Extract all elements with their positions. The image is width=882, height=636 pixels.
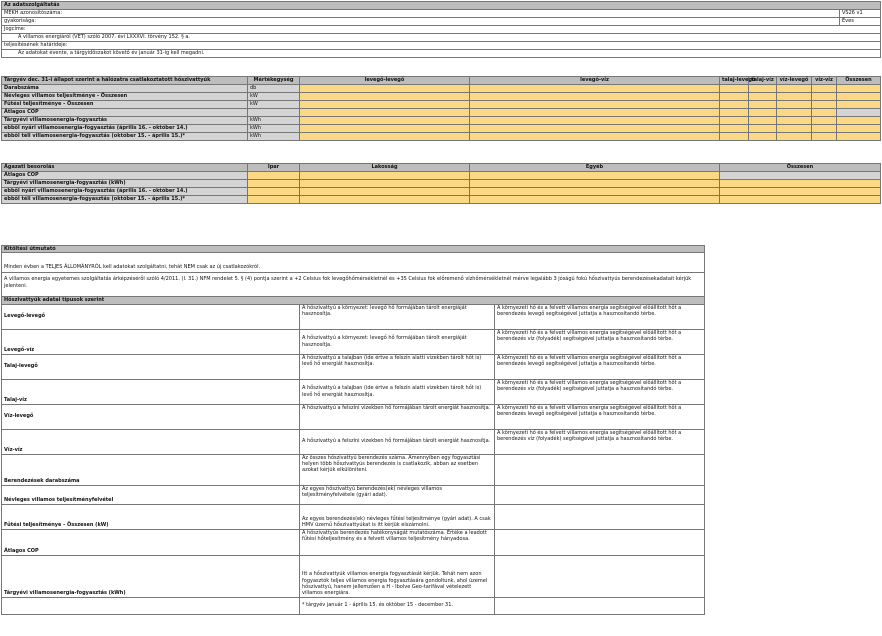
- type-desc-output: A környezeti hő és a felvett villamos energia segítségével előállított hőt a berendezés víz (folyadék) segítségével juttatja a hasznosítandó térbe.: [495, 429, 705, 454]
- table-row: [2, 109, 881, 117]
- guide-field-row: [2, 454, 705, 485]
- legal-label: Jogcíme:: [2, 26, 881, 34]
- t1-header-col: talaj-víz: [749, 77, 777, 85]
- deadline-label: teljesítésének határideje:: [2, 42, 881, 50]
- field-name: Fűtési teljesítménye - Összesen (kW): [2, 504, 300, 529]
- input-cell[interactable]: [470, 101, 720, 109]
- t1-header-col: levegő-víz: [470, 77, 720, 85]
- row-unit: [248, 109, 300, 117]
- table-row: [2, 125, 881, 133]
- input-cell[interactable]: [720, 93, 749, 101]
- row-label: Névleges villamos teljesítménye - Összesen: [2, 93, 248, 101]
- input-cell[interactable]: [812, 101, 837, 109]
- info-title: Az adatszolgáltatás: [2, 2, 881, 10]
- input-cell[interactable]: [470, 133, 720, 141]
- table-row: [2, 117, 881, 125]
- input-cell[interactable]: [470, 109, 720, 117]
- type-desc-source: A hőszivattyú a talajban (ide értve a felszín alatti vizekben tárolt hőt is) levő hő energiát hasznosítja.: [300, 354, 495, 379]
- guide-field-row: [2, 529, 705, 555]
- row-label: Darabszáma: [2, 85, 248, 93]
- guide-type-row: [2, 354, 705, 379]
- input-cell[interactable]: [470, 93, 720, 101]
- type-desc-output: A környezeti hő és a felvett villamos energia segítségével előállított hőt a berendezés levegő segítségével juttatja a hasznosítandó térbe.: [495, 404, 705, 429]
- t2-header-col: Egyéb: [470, 164, 720, 172]
- input-cell[interactable]: [300, 196, 470, 204]
- guide-line1: Minden évben a TELJES ÁLLOMÁNYRÓL kell adatokat szolgáltatni, tehát NEM csak az új csatlakozókról.: [2, 262, 705, 273]
- guide-type-row: [2, 404, 705, 429]
- input-cell[interactable]: [300, 93, 470, 101]
- field-desc: Az összes hőszivattyú berendezés száma. Amennyiben egy fogyasztási helyen több hőszivattyús berendezés is csatlakozik, abban az esetben azokat kérjük elkülöníteni.: [300, 454, 495, 485]
- table-row: [2, 133, 881, 141]
- deadline-text: Az adatokat évente, a tárgyidőszakot követő év január 31-ig kell megadni.: [2, 50, 881, 58]
- input-cell[interactable]: [812, 117, 837, 125]
- type-name: Levegő-víz: [2, 329, 300, 354]
- input-cell[interactable]: [837, 133, 881, 141]
- input-cell[interactable]: [812, 125, 837, 133]
- input-cell[interactable]: [300, 117, 470, 125]
- type-name: Talaj-levegő: [2, 354, 300, 379]
- input-cell[interactable]: [470, 85, 720, 93]
- guide-type-row: [2, 429, 705, 454]
- input-cell[interactable]: [300, 109, 470, 117]
- type-desc-source: A hőszivattyú a felszíni vizekben hő formájában tárolt energiát hasznosítja.: [300, 404, 495, 429]
- row-label: Fűtési teljesítménye - Összesen: [2, 101, 248, 109]
- input-cell[interactable]: [720, 125, 749, 133]
- input-cell[interactable]: [749, 93, 777, 101]
- input-cell[interactable]: [777, 125, 812, 133]
- type-desc-output: A környezeti hő és a felvett villamos energia segítségével előállított hőt a berendezés víz (folyadék) segítségével juttatja a hasznosítandó térbe.: [495, 329, 705, 354]
- empty-cell: [495, 454, 705, 485]
- input-cell[interactable]: [720, 180, 881, 188]
- row-unit: kW: [248, 101, 300, 109]
- empty-cell: [495, 529, 705, 555]
- t2-header-label: Ágazati besorolás: [2, 164, 248, 172]
- empty-cell: [495, 597, 705, 614]
- t1-header-col: talaj-levegő: [720, 77, 749, 85]
- input-cell[interactable]: [248, 188, 300, 196]
- type-name: Levegő-levegő: [2, 304, 300, 329]
- input-cell[interactable]: [300, 85, 470, 93]
- input-cell[interactable]: [248, 196, 300, 204]
- field-desc: Az egyes berendezés(ek) névleges fűtési teljesítménye (gyári adat). A csak HMV üzemű hőszivattyúkat is itt kérjük elszámolni.: [300, 504, 495, 529]
- row-unit: kWh: [248, 133, 300, 141]
- guide-field-row: [2, 555, 705, 597]
- guide-type-row: [2, 329, 705, 354]
- info-table: [1, 1, 881, 58]
- field-name: Névleges villamos teljesítményfelvétel: [2, 485, 300, 504]
- input-cell[interactable]: [300, 188, 470, 196]
- input-cell[interactable]: [812, 85, 837, 93]
- field-desc: Itt a hőszivattyúk villamos energia fogyasztását kérjük. Tehát nem azon fogyasztók teljes villamos energia fogyasztására gondoltunk, ahol üzemel hőszivattyú, hanem jellemzően a H - Ibolve Geo-tarifával vételezett villamos energiára.: [300, 555, 495, 597]
- guide-field-row: [2, 485, 705, 504]
- input-cell[interactable]: [777, 101, 812, 109]
- t1-header-col: víz-víz: [812, 77, 837, 85]
- empty-cell: [495, 504, 705, 529]
- input-cell[interactable]: [470, 117, 720, 125]
- input-cell[interactable]: [749, 85, 777, 93]
- input-cell[interactable]: [248, 172, 300, 180]
- row-unit: kWh: [248, 125, 300, 133]
- table-row: [2, 93, 881, 101]
- row-label: ebből nyári villamosenergia-fogyasztás (április 16. - október 14.): [2, 125, 248, 133]
- heatpump-table: [1, 76, 881, 141]
- input-cell[interactable]: [777, 93, 812, 101]
- input-cell[interactable]: [720, 133, 749, 141]
- input-cell[interactable]: [248, 180, 300, 188]
- type-desc-source: A hőszivattyú a környezet: levegő hő formájában tárolt energiáját hasznosítja.: [300, 304, 495, 329]
- type-desc-source: A hőszivattyú a környezet: levegő hő formájában tárolt energiáját hasznosítja.: [300, 329, 495, 354]
- input-cell[interactable]: [837, 93, 881, 101]
- t1-header-unit: Mértékegység: [248, 77, 300, 85]
- type-name: Talaj-víz: [2, 379, 300, 404]
- input-cell[interactable]: [300, 101, 470, 109]
- input-cell[interactable]: [777, 109, 812, 117]
- input-cell[interactable]: [720, 188, 881, 196]
- input-cell[interactable]: [720, 196, 881, 204]
- table-row: [2, 85, 881, 93]
- field-desc: Az egyes hőszivattyú berendezés(ek) névleges villamos teljesítményfelvétele (gyári adat).: [300, 485, 495, 504]
- disabled-cell: [837, 109, 881, 117]
- row-label: Átlagos COP: [2, 109, 248, 117]
- empty-cell: [495, 555, 705, 597]
- guide-table: [1, 245, 705, 615]
- type-name: Víz-víz: [2, 429, 300, 454]
- row-unit: kWh: [248, 117, 300, 125]
- t2-header-col: Összesen: [720, 164, 881, 172]
- type-desc-output: A környezeti hő és a felvett villamos energia segítségével előállított hőt a berendezés víz (folyadék) segítségével juttatja a hasznosítandó térbe.: [495, 379, 705, 404]
- guide-title: Kitöltési útmutató: [2, 246, 705, 253]
- footnote: * tárgyév január 1 - április 15. és október 15 - december 31.: [300, 597, 495, 614]
- legal-text: A villamos energiáról (VET) szóló 2007. évi LXXXVI. törvény 152. § a.: [2, 34, 881, 42]
- input-cell[interactable]: [300, 172, 470, 180]
- empty-cell: [495, 485, 705, 504]
- guide-type-row: [2, 304, 705, 329]
- input-cell[interactable]: [837, 117, 881, 125]
- field-name: Átlagos COP: [2, 529, 300, 555]
- row-label: Tárgyévi villamosenergia-fogyasztás: [2, 117, 248, 125]
- input-cell[interactable]: [777, 133, 812, 141]
- mekh-value: VS26 v1: [840, 10, 881, 18]
- table-row: [2, 101, 881, 109]
- guide-line2: A villamos energia egyetemes szolgáltatás árképzéséről szóló 4/2011. (I. 31.) NFM rendelet 5. § (4) pontja szerint a +2 Celsius fok levegőhőmérsékletnél és +35 Celsius fok előremenő vízhőmérsékletnél mérve legalább 3 jóságú fokú hőszivattyús berendezésekadatait kérjük jelenteni.: [2, 273, 705, 297]
- table-row: [2, 196, 881, 204]
- type-desc-source: A hőszivattyú a talajban (ide értve a felszín alatti vizekben tárolt hőt is) levő hő energiát hasznosítja.: [300, 379, 495, 404]
- table-row: [2, 188, 881, 196]
- type-desc-source: A hőszivattyú a felszíni vizekben hő formájában tárolt energiát hasznosítja.: [300, 429, 495, 454]
- input-cell[interactable]: [470, 172, 720, 180]
- guide-section: Hőszivattyúk adatai típusok szerint: [2, 297, 705, 304]
- input-cell[interactable]: [837, 125, 881, 133]
- input-cell[interactable]: [470, 180, 720, 188]
- freq-label: gyakorisága:: [2, 18, 840, 26]
- input-cell[interactable]: [300, 133, 470, 141]
- field-desc: A hőszivattyús berendezés hatékonyságát mutatószáma. Értéke a leadott fűtési hőteljesítmény és a felvett villamos teljesítmény hányadosa.: [300, 529, 495, 555]
- input-cell[interactable]: [470, 196, 720, 204]
- input-cell[interactable]: [470, 188, 720, 196]
- table-row: [2, 180, 881, 188]
- row-label: ebből nyári villamosenergia-fogyasztás (április 16. - október 14.): [2, 188, 248, 196]
- input-cell[interactable]: [300, 180, 470, 188]
- input-cell[interactable]: [749, 101, 777, 109]
- guide-type-row: [2, 379, 705, 404]
- row-label: ebből téli villamosenergia-fogyasztás (október 15. - április 15.)*: [2, 133, 248, 141]
- input-cell[interactable]: [749, 109, 777, 117]
- input-cell[interactable]: [812, 133, 837, 141]
- type-name: Víz-levegő: [2, 404, 300, 429]
- input-cell[interactable]: [720, 117, 749, 125]
- input-cell[interactable]: [837, 85, 881, 93]
- row-label: Átlagos COP: [2, 172, 248, 180]
- field-name: Tárgyévi villamosenergia-fogyasztás (kWh): [2, 555, 300, 597]
- input-cell[interactable]: [300, 125, 470, 133]
- t1-header-label: Tárgyév dec. 31-i állapot szerint a hálózatra csatlakoztatott hőszivattyúk: [2, 77, 248, 85]
- input-cell[interactable]: [720, 101, 749, 109]
- row-label: Tárgyévi villamosenergia-fogyasztás (kWh): [2, 180, 248, 188]
- mekh-label: MEKH azonosítószáma:: [2, 10, 840, 18]
- field-name: Berendezések darabszáma: [2, 454, 300, 485]
- spacer: [2, 253, 705, 263]
- t2-header-col: Lakosság: [300, 164, 470, 172]
- input-cell[interactable]: [749, 125, 777, 133]
- input-cell[interactable]: [812, 109, 837, 117]
- t1-header-col: Összesen: [837, 77, 881, 85]
- table-row: [2, 172, 881, 180]
- disabled-cell: [720, 172, 881, 180]
- input-cell[interactable]: [777, 117, 812, 125]
- freq-value: Éves: [840, 18, 881, 26]
- input-cell[interactable]: [470, 125, 720, 133]
- guide-field-row: [2, 504, 705, 529]
- input-cell[interactable]: [720, 85, 749, 93]
- type-desc-output: A környezeti hő és a felvett villamos energia segítségével előállított hőt a berendezés levegő segítségével juttatja a hasznosítandó térbe.: [495, 354, 705, 379]
- input-cell[interactable]: [720, 109, 749, 117]
- t1-header-col: levegő-levegő: [300, 77, 470, 85]
- row-unit: kW: [248, 93, 300, 101]
- type-desc-output: A környezeti hő és a felvett villamos energia segítségével előállított hőt a berendezés levegő segítségével juttatja a hasznosítandó térbe.: [495, 304, 705, 329]
- sector-table: [1, 163, 881, 204]
- input-cell[interactable]: [812, 93, 837, 101]
- input-cell[interactable]: [777, 85, 812, 93]
- guide-footnote-row: [2, 597, 705, 614]
- empty-cell: [2, 597, 300, 614]
- t2-header-col: Ipar: [248, 164, 300, 172]
- row-label: ebből téli villamosenergia-fogyasztás (október 15. - április 15.)*: [2, 196, 248, 204]
- row-unit: db: [248, 85, 300, 93]
- input-cell[interactable]: [749, 133, 777, 141]
- t1-header-col: víz-levegő: [777, 77, 812, 85]
- input-cell[interactable]: [749, 117, 777, 125]
- input-cell[interactable]: [837, 101, 881, 109]
